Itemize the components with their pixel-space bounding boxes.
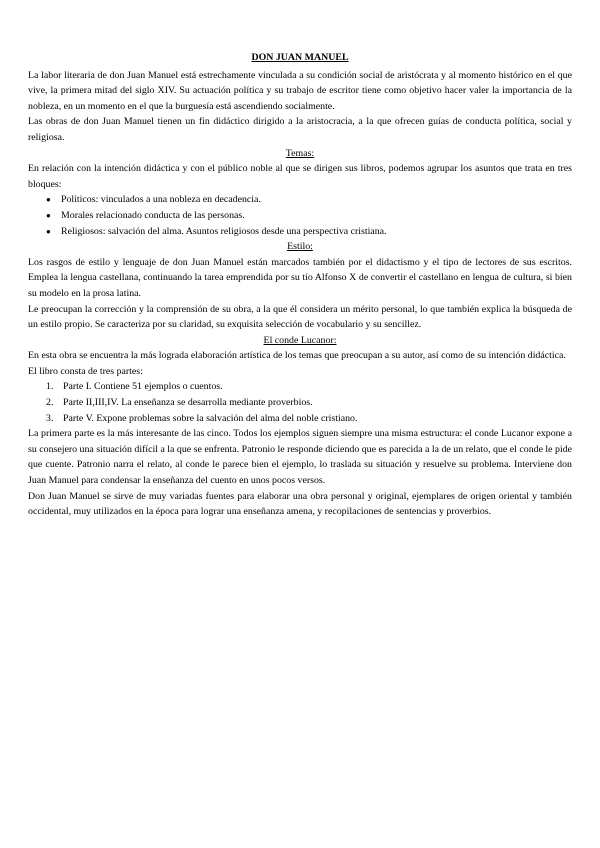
numbered-item [46,379,572,395]
numbered-item [46,395,572,411]
conde-intro-paragraph: En esta obra se encuentra la más lograda elaboración artística de los temas que preocupan a su autor, así como de su intención didáctica. [28,350,566,362]
item-number: 1. [46,381,54,393]
parts-intro-paragraph: El libro consta de tres partes: [28,365,143,377]
bullet-item: ● Políticos: vinculados a una nobleza en decadencia. [46,192,572,208]
parts-numbered-list [28,379,572,426]
item-number: 3. [46,412,54,424]
conde-paragraph: Don Juan Manuel se sirve de muy variadas fuentes para elaborar una obra personal y original, ejemplares de origen oriental y también occidental, muy utilizados en la época para lograr una enseñanza amena, y recopilaciones de sentencias y proverbios. [28,490,572,518]
bullet-item: ● Religiosos: salvación del alma. Asuntos religiosos desde una perspectiva cristiana. [46,224,572,240]
item-text: Parte I. Contiene 51 ejemplos o cuentos. [63,381,223,393]
item-text: Parte V. Expone problemas sobre la salvación del alma del noble cristiano. [63,412,358,424]
document-title: DON JUAN MANUEL [251,52,349,63]
intro-paragraph: La labor literaria de don Juan Manuel está estrechamente vinculada a su condición social de aristócrata y al momento histórico en el que vive, la primera mitad del siglo XIV. Su actuación política y su trabajo de escritor tiene como objetivo hacer valer la importancia de la nobleza, en un momento en el que la burguesía está ascendiendo socialmente. [28,69,572,112]
item-text: Parte II,III,IV. La enseñanza se desarrolla mediante proverbios. [63,397,313,409]
conde-paragraph: La primera parte es la más interesante de las cinco. Todos los ejemplos siguen siempre una misma estructura: el conde Lucanor expone a su consejero una situación difícil a la que se enfrenta. Patronio le responde diciendo que es parecida a la de un relato, que el conde le pide que cuente. Patronio narra el relato, al conde le parece bien el ejemplo, lo traslada su situación y resuelve su problema. Interviene don Juan Manuel para condensar la enseñanza del cuento en unos pocos versos. [28,428,573,487]
bullet-item: ● Morales relacionado conducta de las personas. [46,208,572,224]
section-heading-temas: Temas: [285,147,315,159]
intro-paragraph: Las obras de don Juan Manuel tienen un fin didáctico dirigido a la aristocracia, a la que ofrecen guías de conducta política, social y religiosa. [28,116,572,143]
temas-intro-paragraph: En relación con la intención didáctica y con el público noble al que se dirigen sus libros, podemos agrupar los asuntos que trata en tres bloques: [28,163,572,190]
section-heading-estilo: Estilo: [287,241,313,253]
numbered-item [46,411,572,427]
estilo-paragraph: Le preocupan la corrección y la comprensión de su obra, a la que él considera un mérito personal, lo que también explica la búsqueda de un estilo propio. Se caracteriza por su claridad, su exquisita selección de vocabulario y su sencillez. [28,303,572,331]
estilo-paragraph: Los rasgos de estilo y lenguaje de don Juan Manuel están marcados también por el didactismo y el tipo de lectores de sus escritos. Emplea la lengua castellana, continuando la tarea emprendida por su tío Alfonso X de convertir el castellano en lengua de cultura, si bien su modelo en la prosa latina. [28,256,572,299]
temas-bullet-list [28,192,572,239]
item-number: 2. [46,397,54,409]
section-heading-conde-lucanor: El conde Lucanor: [263,334,337,346]
